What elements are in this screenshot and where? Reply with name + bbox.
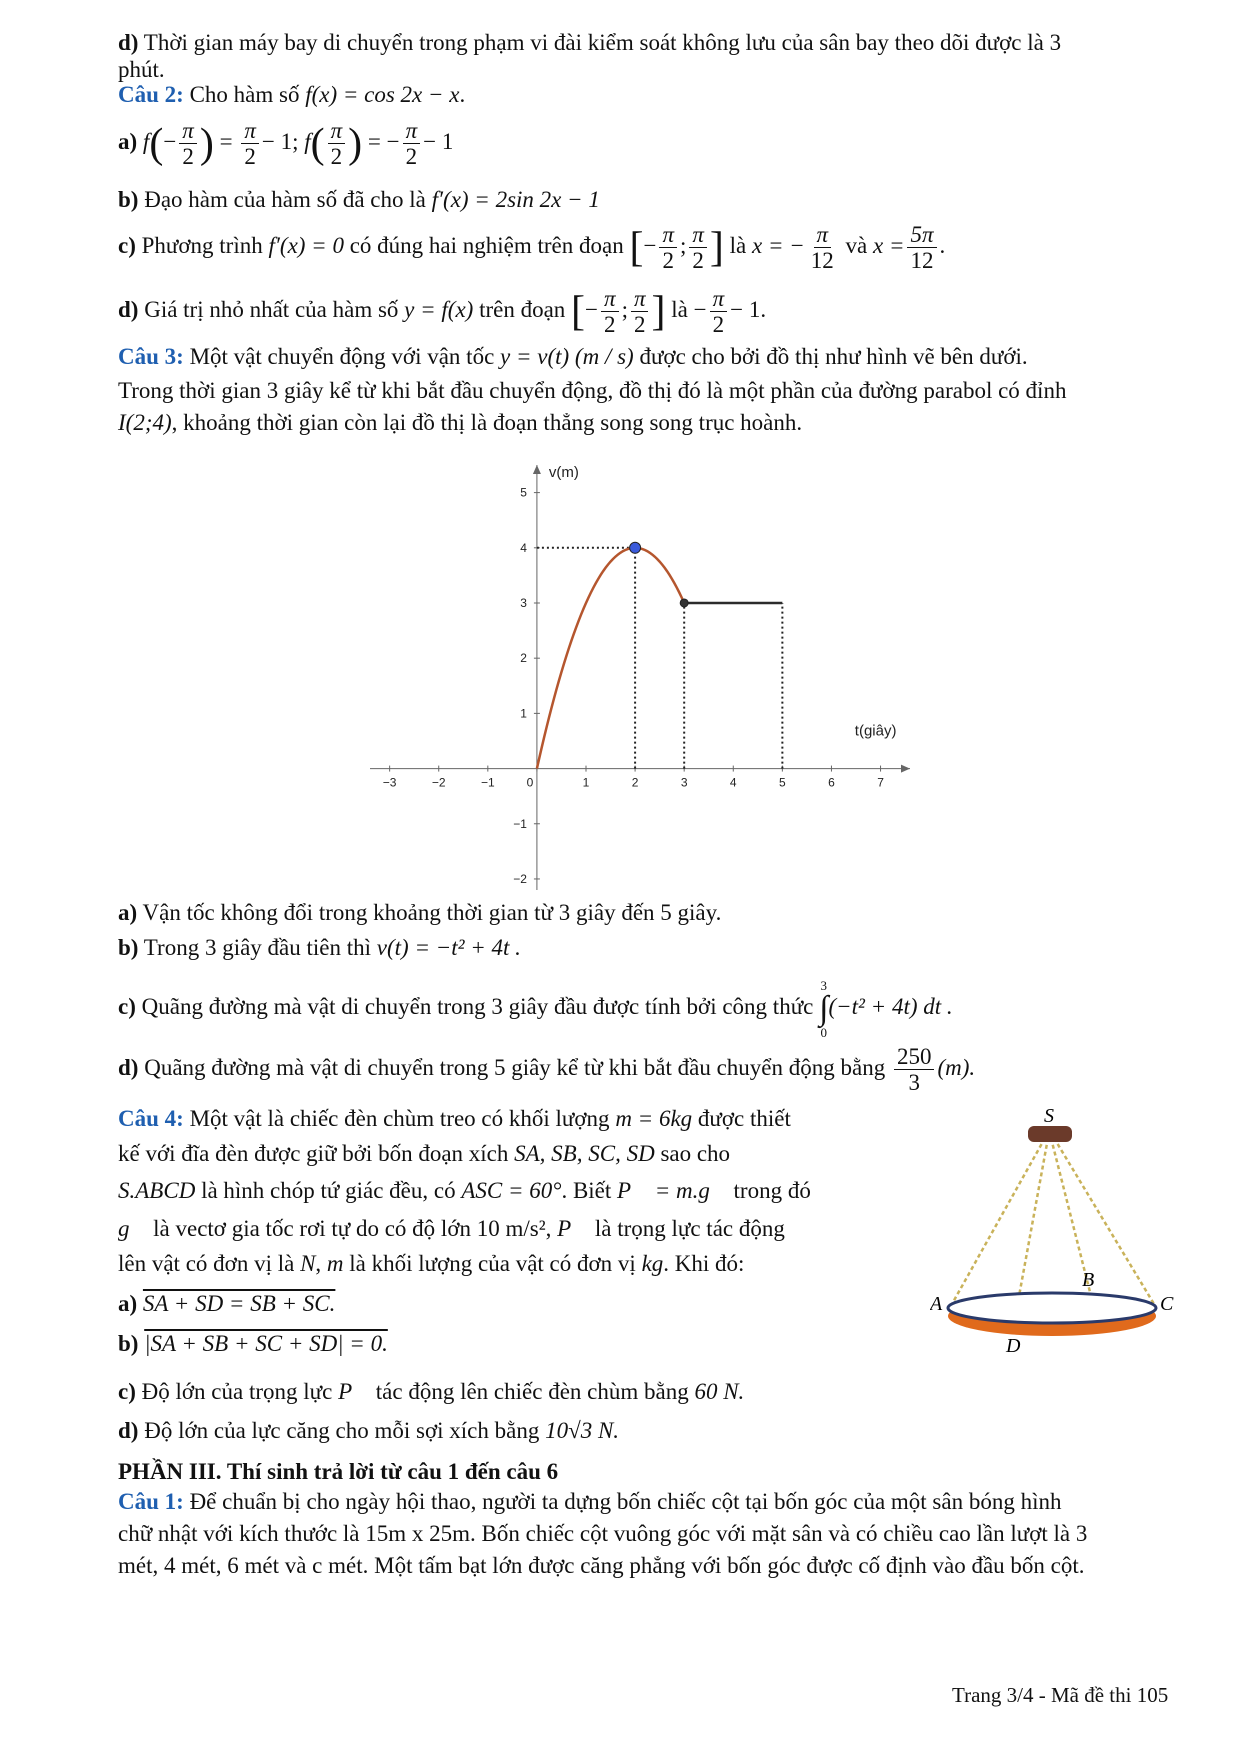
label-S: S [1044,1108,1054,1127]
q2-c: c) Phương trình f′(x) = 0 có đúng hai nghiệm trên đoạn [− $\frac{\pi}{2}$ ; $\frac{\pi}{2}$ ] là x = − $\frac{\pi}{12}$ và x = $\frac{5\pi}{12}$ . [118,222,946,274]
q3-stem-2: Trong thời gian 3 giây kể từ khi bắt đầu chuyển động, đồ thị đó là một phần của đường parabol có đỉnh [118,378,1067,403]
y-tick-label: 4 [520,540,527,555]
y-tick-label: 1 [520,706,527,721]
x-tick-label: 1 [582,775,590,790]
label-C: C [1160,1293,1174,1315]
question-label: Câu 2: [118,82,184,107]
x-tick-label: 6 [828,775,835,790]
q2-function: f(x) = cos 2x − x [305,82,460,107]
x-tick-label: −2 [431,775,446,790]
data-point [630,542,641,553]
q4-stem-2: kế với đĩa đèn được giữ bởi bốn đoạn xích SA, SB, SC, SD sao cho [118,1141,731,1166]
q2-stem: Câu 2: Cho hàm số f(x) = cos 2x − x. [118,82,466,107]
q4-stem-3: S.ABCD là hình chóp tứ giác đều, có ASC = 60°. Biết P⃗ = m.g⃗ trong đó [118,1178,811,1203]
y-tick-label: −1 [513,816,527,831]
q1-d-text: Thời gian máy bay di chuyển trong phạm vi đài kiểm soát không lưu của sân bay theo dõi được là 3 [143,30,1062,55]
page-footer: Trang 3/4 - Mã đề thi 105 [952,1683,1169,1707]
p3-q1-line3: mét, 4 mét, 6 mét và c mét. Một tấm bạt lớn được căng phẳng với bốn góc được cố định vào đầu bốn cột. [118,1553,1085,1578]
q4-stem-5: lên vật có đơn vị là N, m là khối lượng của vật có đơn vị kg. Khi đó: [118,1251,745,1276]
question-label: Câu 3: [118,344,184,369]
x-tick-label: −1 [480,775,495,790]
part3-title: PHẦN III. Thí sinh trả lời từ câu 1 đến câu 6 [118,1459,559,1484]
x-tick-label: 7 [877,775,884,790]
option-label: d) [118,30,139,55]
p3-q1-line1: Câu 1: Để chuẩn bị cho ngày hội thao, người ta dựng bốn chiếc cột tại bốn góc của một sân bóng hình [118,1489,1062,1514]
x-tick-label: −3 [382,775,397,790]
q2-a: a) f(− $\frac{\pi}{2}$ ) = $\frac{\pi}{2}$ − 1; f( $\frac{\pi}{2}$ ) = − $\frac{\pi}{2}$ − 1 [118,118,454,170]
x-tick-label: 5 [779,775,786,790]
q3-d: d) Quãng đường mà vật di chuyển trong 5 giây kể từ khi bắt đầu chuyển động bằng $\frac{250}{3}$ (m). [118,1044,976,1096]
chandelier-figure [930,1108,1190,1358]
x-axis-arrow [901,765,910,773]
q1-d-cont: phút. [118,57,165,82]
lamp-rim [948,1293,1156,1323]
q2-b: b) Đạo hàm của hàm số đã cho là f′(x) = 2sin 2x − 1 [118,187,600,212]
p3-q1-line2: chữ nhật với kích thước là 15m x 25m. Bốn chiếc cột vuông góc với mặt sân và có chiều cao lần lượt là 3 [118,1521,1088,1546]
series-line-1 [537,548,684,769]
velocity-chart [360,445,950,900]
x-tick-label: 3 [680,775,688,790]
x-tick-label: 0 [526,775,534,790]
x-tick-label: 2 [631,775,639,790]
q4-c: c) Độ lớn của trọng lực P⃗ tác động lên chiếc đèn chùm bằng 60 N. [118,1379,745,1404]
label-B: B [1082,1269,1095,1291]
chains [952,1138,1154,1318]
q4-d: d) Độ lớn của lực căng cho mỗi sợi xích bằng 10√3 N. [118,1418,620,1443]
q1-d-line [118,28,1061,58]
x-axis-label: t(giây) [854,722,897,740]
question-label: Câu 1: [118,1489,184,1514]
q2-d: d) Giá trị nhỏ nhất của hàm số y = f(x) trên đoạn [− $\frac{\pi}{2}$ ; $\frac{\pi}{2}$ ] là − $\frac{\pi}{2}$ − 1. [118,286,767,338]
y-tick-label: −2 [513,871,527,886]
y-tick-label: 3 [520,595,527,610]
label-A: A [930,1293,943,1315]
q3-c: c) Quãng đường mà vật di chuyển trong 3 giây đầu được tính bởi công thức 3 ∫ 0 (−t² + 4t) dt . [118,977,953,1040]
q4-stem-4: g⃗ là vectơ gia tốc rơi tự do có độ lớn 10 m/s², P⃗ là trọng lực tác động [118,1216,785,1241]
ceiling-mount [1028,1126,1072,1142]
y-axis-label: v(m) [548,464,579,481]
q3-a: a) Vận tốc không đổi trong khoảng thời gian từ 3 giây đến 5 giây. [118,900,722,925]
q4-stem-1: Câu 4: Một vật là chiếc đèn chùm treo có khối lượng m = 6kg được thiết [118,1106,791,1131]
q3-b: b) Trong 3 giây đầu tiên thì v(t) = −t² + 4t . [118,935,521,960]
label-D: D [1006,1335,1021,1357]
y-tick-label: 5 [520,485,527,500]
q3-stem-1: Câu 3: Một vật chuyển động với vận tốc y = v(t) (m / s) được cho bởi đồ thị như hình vẽ bên dưới. [118,344,1028,369]
q4-a: a) SA + SD = SB + SC. [118,1291,336,1316]
y-tick-label: 2 [520,651,527,666]
data-point [680,599,688,607]
q4-b: b) |SA + SB + SC + SD| = 0. [118,1331,388,1356]
q3-stem-3: I(2;4), khoảng thời gian còn lại đồ thị là đoạn thẳng song song trục hoành. [118,410,803,435]
y-axis-arrow [533,465,541,474]
question-label: Câu 4: [118,1106,184,1131]
x-tick-label: 4 [729,775,737,790]
